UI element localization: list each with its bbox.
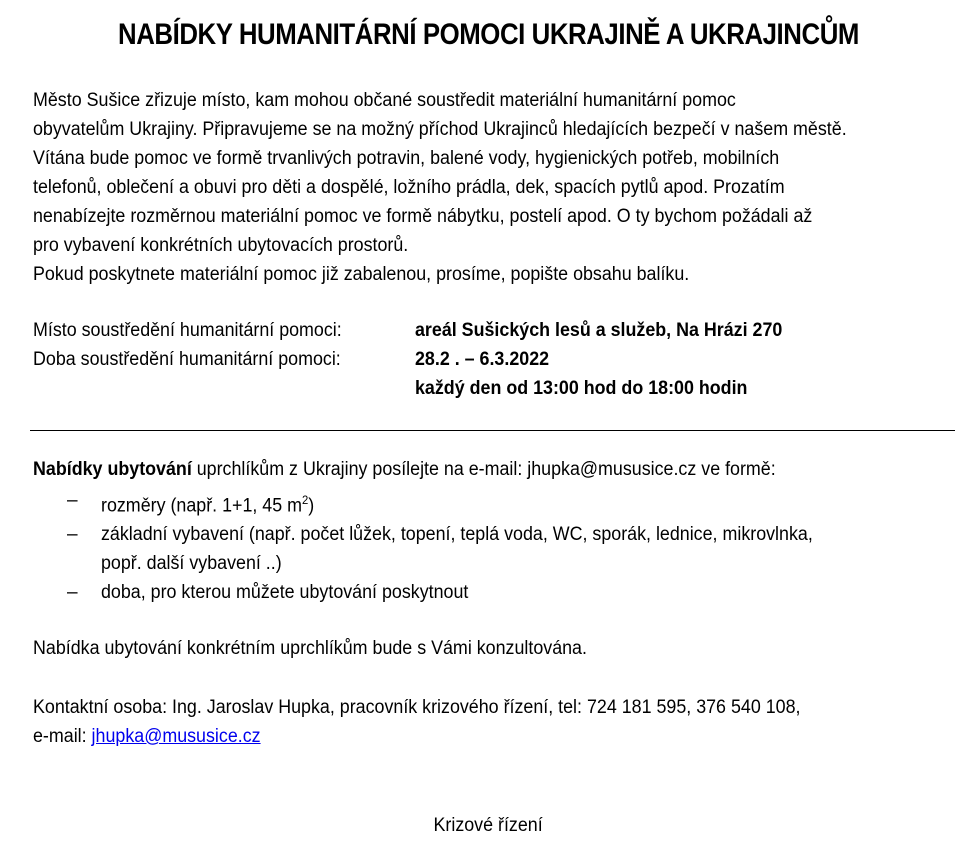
place-label: Místo soustředění humanitární pomoci: [33,320,342,341]
place-row [33,316,806,345]
time-label: Doba soustředění humanitární pomoci: [33,349,341,370]
intro-paragraph [33,86,954,289]
footer-signature [0,811,977,840]
item-text: základní vybavení (např. počet lůžek, topení, teplá voda, WC, sporák, lednice, mikrovlnka, [101,524,813,546]
contact-block [33,693,800,751]
hours-row [33,374,806,403]
accommodation-offers-intro [33,455,776,484]
intro-line: pro vybavení konkrétních ubytovacích prostorů. [33,235,409,256]
packaged-note: Pokud poskytnete materiální pomoc již zabalenou, prosíme, popište obsahu balíku. [33,264,690,285]
intro-line: nenabízejte rozměrnou materiální pomoc ve formě nábytku, postelí apod. O ty bychom požádali až [33,206,813,227]
time-dates: 28.2 . – 6.3.2022 [415,349,550,370]
item-text-line2: popř. další vybavení ..) [101,553,282,575]
list-item [67,486,858,520]
intro-line: obyvatelům Ukrajiny. Připravujeme se na možný příchod Ukrajinců hledajících bezpečí v našem městě. [33,119,847,140]
hours-spacer [33,374,392,403]
time-row [33,345,806,374]
intro-line: Město Sušice zřizuje místo, kam mohou občané soustředit materiální humanitární pomoc [33,90,736,111]
place-value: areál Sušických lesů a služeb, Na Hrázi 270 [415,320,783,341]
list-item-text [101,486,314,520]
consultation-note: Nabídka ubytování konkrétním uprchlíkům bude s Vámi konzultována. [33,638,587,659]
collection-info [33,316,806,403]
list-item-text [101,520,813,578]
dash-bullet: – [67,524,78,546]
offers-bold-lead: Nabídky ubytování [33,459,192,480]
contact-line: Kontaktní osoba: Ing. Jaroslav Hupka, pracovník krizového řízení, tel: 724 181 595, 376 540 108, [33,697,801,718]
list-item [67,520,858,578]
item-text-end: ) [308,495,315,517]
intro-line: telefonů, oblečení a obuvi pro děti a dospělé, ložního prádla, dek, spacích pytlů apod. Prozatím [33,177,785,198]
time-hours: každý den od 13:00 hod do 18:00 hodin [415,378,748,399]
intro-line: Vítána bude pomoc ve formě trvanlivých potravin, balené vody, hygienických potřeb, mobilních [33,148,780,169]
requirements-list [67,486,858,607]
page-title: NABÍDKY HUMANITÁRNÍ POMOCI UKRAJINĚ A UKRAJINCŮM [118,18,859,51]
email-link[interactable]: jhupka@mususice.cz [91,726,261,747]
email-prefix: e-mail: [33,726,92,747]
offers-rest: uprchlíkům z Ukrajiny posílejte na e-mail: jhupka@mususice.cz ve formě: [191,459,776,480]
footer-text: Krizové řízení [433,815,544,836]
list-item [67,578,858,607]
dash-bullet: – [67,490,78,511]
superscript: 2 [302,493,309,507]
item-text: rozměry (např. 1+1, 45 m [101,495,303,517]
item-text: doba, pro kterou můžete ubytování poskytnout [101,582,469,604]
section-divider [30,430,955,431]
dash-bullet: – [67,582,78,604]
contact-email-line [33,722,800,751]
